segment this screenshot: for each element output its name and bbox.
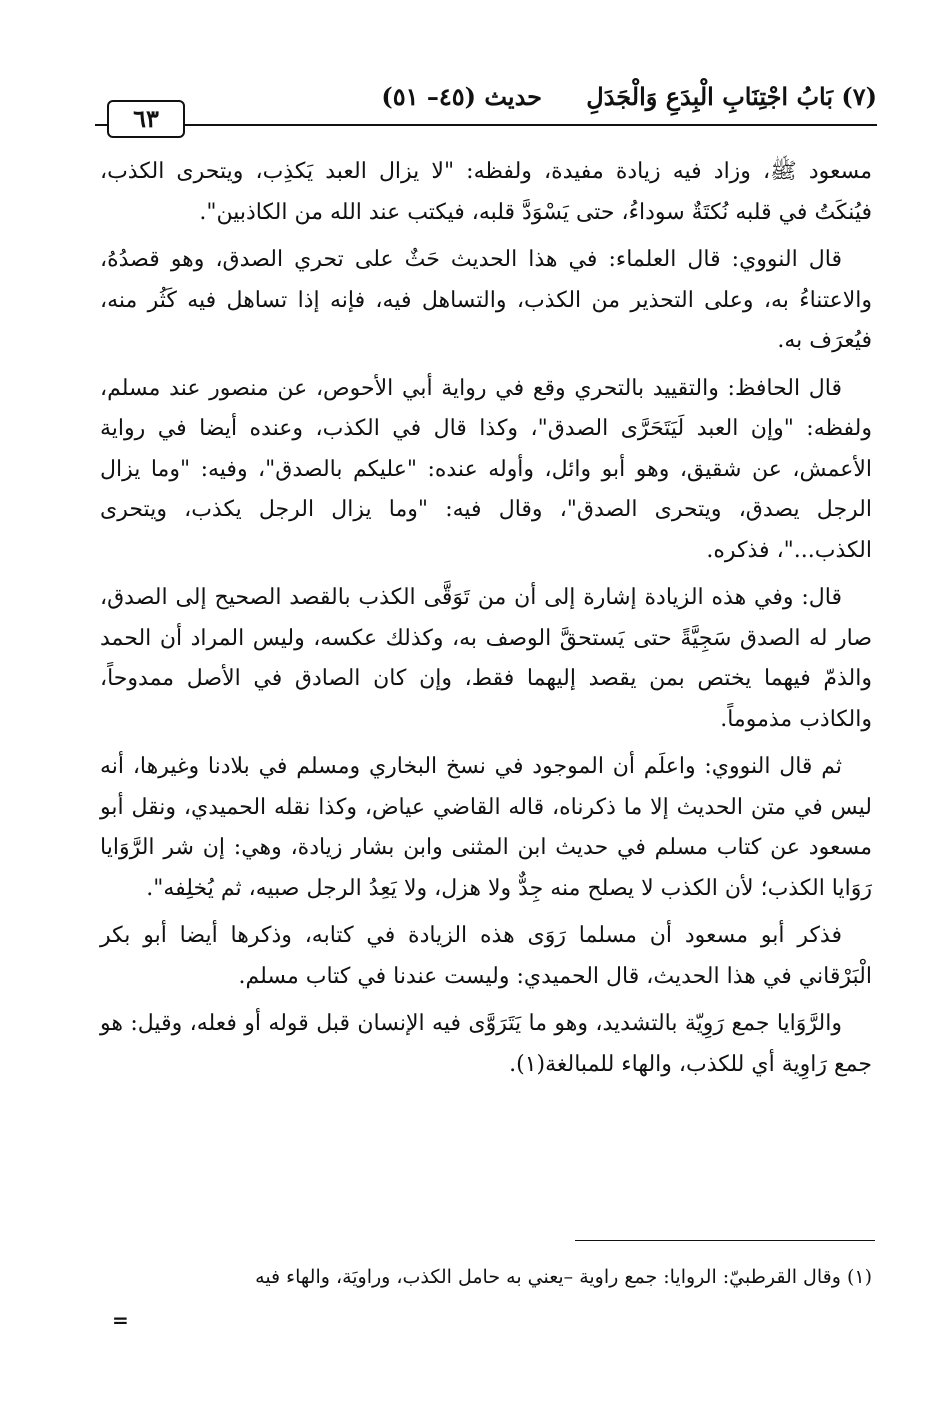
main-text (100, 152, 872, 1092)
paragraph: قال النووي: قال العلماء: في هذا الحديث حَثٌ على تحري الصدق، وهو قصدُهُ، والاعتناءُ به، وعلى التحذير من الكذب، والتساهل فيه، فإنه إذا تساهل فيه كَثُر منه، فيُعرَف به. (100, 247, 872, 353)
paragraph: مسعود ﷺ، وزاد فيه زيادة مفيدة، ولفظه: "لا يزال العبد يَكذِب، ويتحرى الكذب، فيُنكَتُ في قلبه نُكتَةٌ سوداءُ، حتى يَسْوَدَّ قلبه، فيكتب عند الله من الكاذبين". (100, 159, 872, 225)
paragraph: فذكر أبو مسعود أن مسلما رَوَى هذه الزيادة في كتابه، وذكرها أيضا أبو بكر الْبَرْقاني في هذا الحديث، قال الحميدي: وليست عندنا في كتاب مسلم. (100, 923, 872, 989)
footnote-continuation-mark: = (112, 1308, 129, 1332)
paragraph: قال: وفي هذه الزيادة إشارة إلى أن من تَوَقَّى الكذب بالقصد الصحيح إلى الصدق، صار له الصدق سَجِيَّةً حتى يَستحقَّ الوصف به، وكذلك عكسه، وليس المراد أن الحمد والذمّ فيهما يختص بمن يقصد إليهما فقط، وإن كان الصادق في الأصل ممدوحاً، والكاذب مذموماً. (100, 585, 872, 732)
paragraph: والرَّوَايا جمع رَوِيّة بالتشديد، وهو ما يَتَرَوَّى فيه الإنسان قبل قوله أو فعله، وقيل: هو جمع رَاوِية أي للكذب، والهاء للمبالغة(١). (100, 1011, 872, 1077)
paragraph: قال الحافظ: والتقييد بالتحري وقع في رواية أبي الأحوص، عن منصور عند مسلم، ولفظه: "وإن العبد لَيَتَحَرَّى الصدق"، وكذا قال في الكذب، وعنده أيضا في رواية الأعمش، عن شقيق، وهو أبو وائل، وأوله عنده: "عليكم بالصدق"، وفيه: "وما يزال الرجل يصدق، ويتحرى الصدق"، وقال فيه: "وما يزال الرجل يكذب، ويتحرى الكذب..."، فذكره. (100, 375, 873, 563)
footnote-separator (575, 1240, 875, 1241)
paragraph: ثم قال النووي: واعلَم أن الموجود في نسخ البخاري ومسلم في بلادنا وغيرها، أنه ليس في متن الحديث إلا ما ذكرناه، قاله القاضي عياض، وكذا نقله الحميدي، ونقل أبو مسعود عن كتاب مسلم في حديث ابن المثنى وابن بشار زيادة، وهي: إن شر الرَّوَايا رَوَايا الكذب؛ لأن الكذب لا يصلح منه جِدٌّ ولا هزل، ولا يَعِدُ الرجل صبيه، ثم يُخلِفه". (100, 754, 872, 901)
header-rule (95, 124, 877, 126)
footnote: (١) وقال القرطبيّ: الروايا: جمع راوية –يعني به حامل الكذب، وراويَة، والهاء فيه (255, 1266, 872, 1288)
page-header (95, 82, 877, 133)
hadith-range: حديث (٤٥– ٥١) (381, 82, 542, 111)
page-number: ٦٣ (107, 100, 185, 138)
chapter-title: (٧) بَابُ اجْتِنَابِ الْبِدَعِ وَالْجَدَلِ (586, 82, 877, 111)
